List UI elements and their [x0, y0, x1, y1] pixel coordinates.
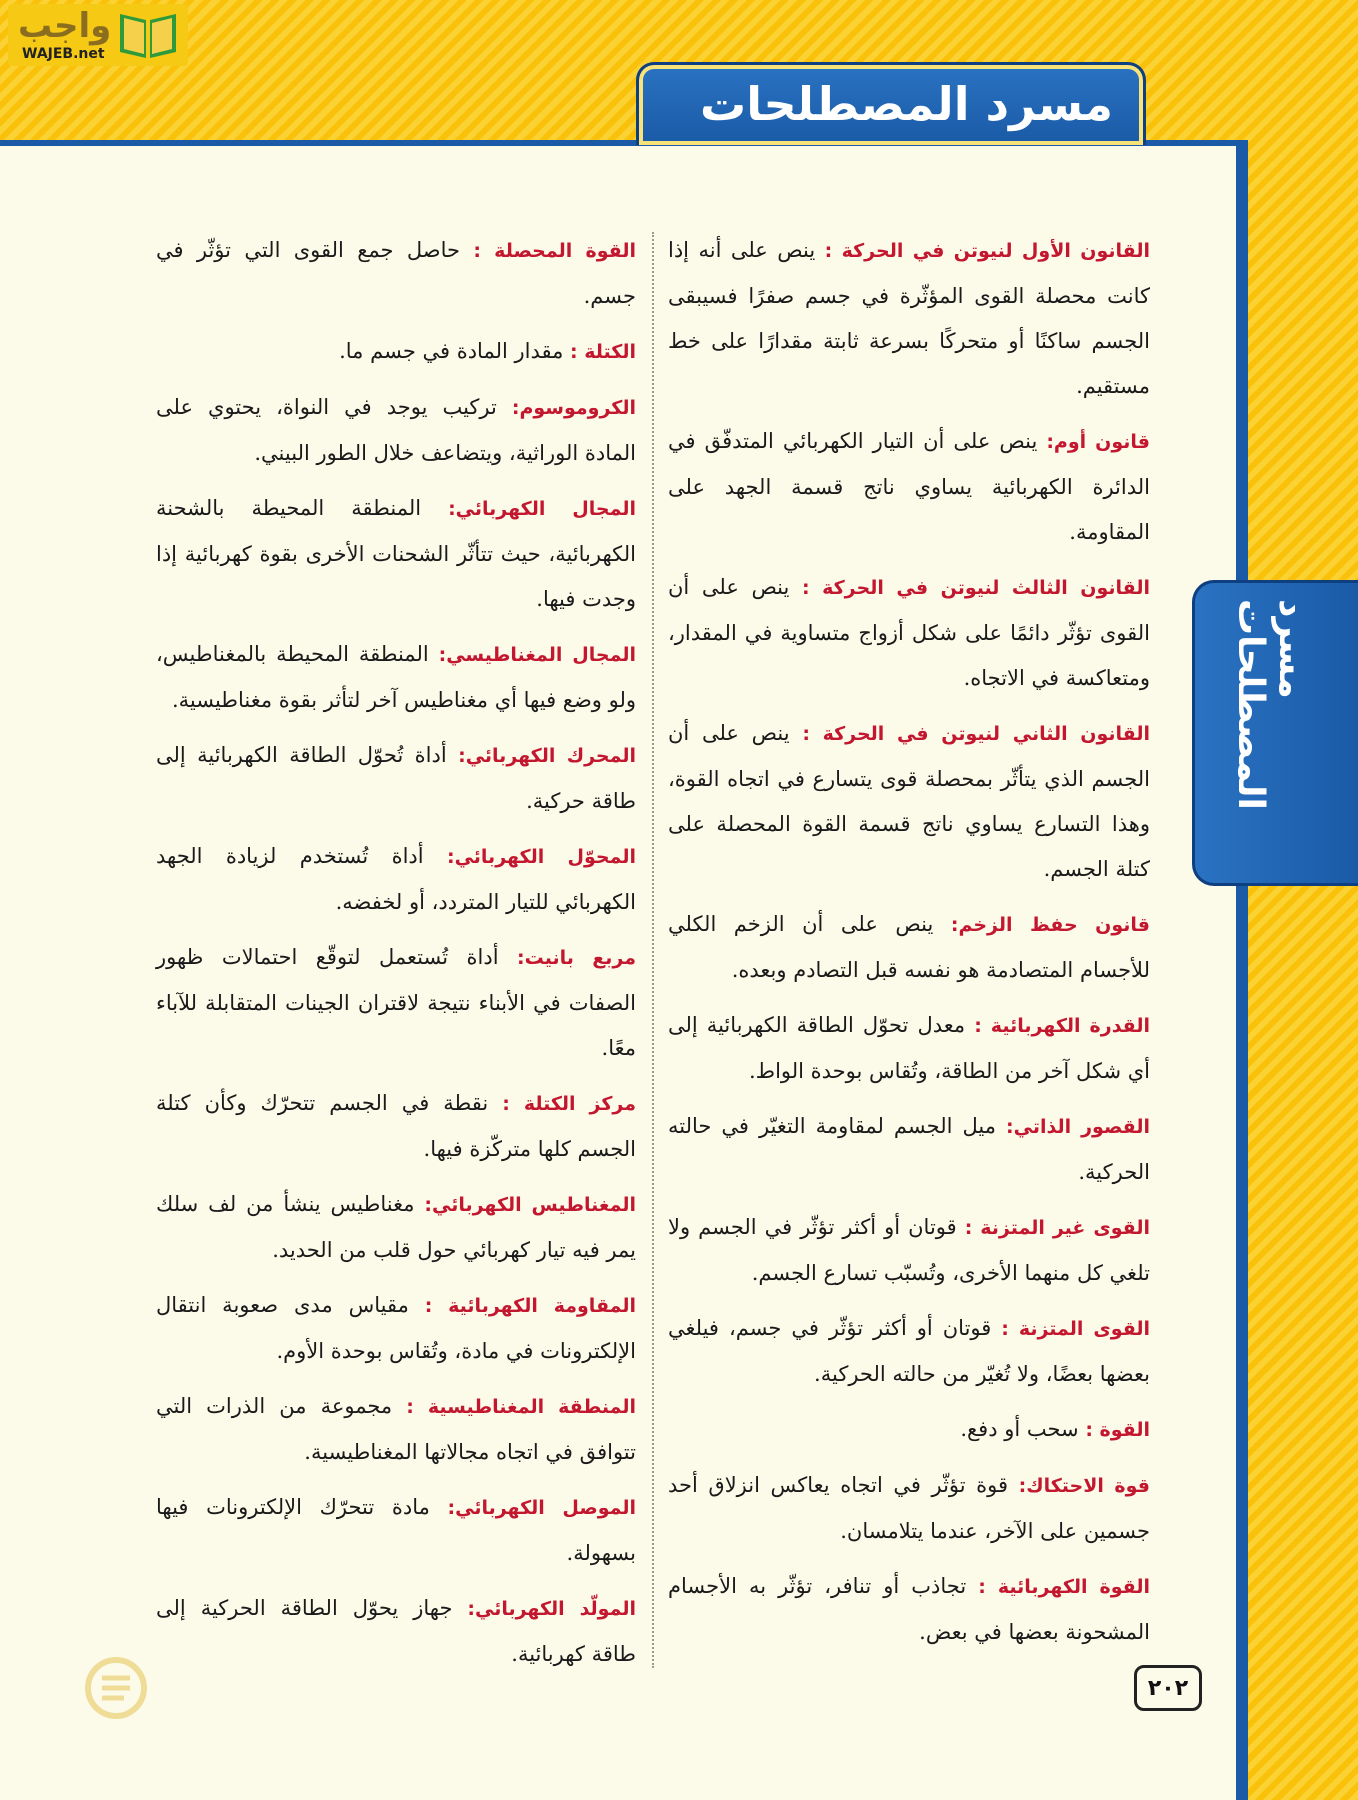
glossary-entry	[668, 419, 1150, 555]
glossary-entry	[156, 1283, 636, 1374]
logo-latin-text: WAJEB.net	[22, 46, 105, 62]
glossary-entry	[156, 834, 636, 925]
glossary-definition: نقطة في الجسم تتحرّك وكأن كتلة الجسم كلها متركّزة فيها.	[156, 1091, 636, 1161]
glossary-entry	[156, 733, 636, 824]
glossary-term: المقاومة الكهربائية :	[424, 1295, 636, 1317]
side-tab[interactable]	[1192, 580, 1358, 886]
glossary-definition: معدل تحوّل الطاقة الكهربائية إلى أي شكل آخر من الطاقة، وتُقاس بوحدة الواط.	[668, 1013, 1150, 1083]
glossary-entry	[156, 632, 636, 723]
column-divider	[652, 232, 654, 1668]
glossary-entry	[156, 1384, 636, 1475]
glossary-entry	[668, 1003, 1150, 1094]
glossary-column-left	[156, 228, 636, 1687]
glossary-definition: تركيب يوجد في النواة، يحتوي على المادة الوراثية، ويتضاعف خلال الطور البيني.	[156, 395, 636, 465]
glossary-entry	[156, 329, 636, 375]
glossary-definition: مغناطيس ينشأ من لف سلك يمر فيه تيار كهربائي حول قلب من الحديد.	[156, 1192, 636, 1262]
glossary-term: قوة الاحتكاك:	[1018, 1475, 1150, 1497]
glossary-entry	[156, 1586, 636, 1677]
glossary-definition: حاصل جمع القوى التي تؤثّر في جسم.	[156, 238, 636, 308]
glossary-definition: ينص على أنه إذا كانت محصلة القوى المؤثّرة في جسم صفرًا فسيبقى الجسم ساكنًا أو متحركًا بسرعة ثابتة مقدارًا على خط مستقيم.	[668, 238, 1150, 398]
glossary-term: القدرة الكهربائية :	[974, 1015, 1150, 1037]
glossary-entry	[156, 1081, 636, 1172]
glossary-term: المجال المغناطيسي:	[438, 644, 636, 666]
glossary-definition: تجاذب أو تنافر، تؤثّر به الأجسام المشحونة بعضها في بعض.	[668, 1574, 1150, 1644]
glossary-definition: مقياس مدى صعوبة انتقال الإلكترونات في مادة، وتُقاس بوحدة الأوم.	[156, 1293, 636, 1363]
glossary-term: قانون أوم:	[1046, 431, 1150, 453]
glossary-definition: ميل الجسم لمقاومة التغيّر في حالته الحركية.	[668, 1114, 1150, 1184]
glossary-term: المغناطيس الكهربائي:	[424, 1194, 637, 1216]
glossary-entry	[668, 1104, 1150, 1195]
glossary-definition: جهاز يحوّل الطاقة الحركية إلى طاقة كهربائية.	[156, 1596, 636, 1666]
glossary-definition: ينص على أن القوى تؤثّر دائمًا على شكل أزواج متساوية في المقدار، ومتعاكسة في الاتجاه.	[668, 575, 1150, 690]
glossary-term: القوى المتزنة :	[1001, 1318, 1151, 1340]
glossary-term: قانون حفظ الزخم:	[950, 914, 1150, 936]
glossary-entry	[668, 1564, 1150, 1655]
page-number: ٢٠٢	[1134, 1665, 1202, 1711]
glossary-definition: مقدار المادة في جسم ما.	[339, 339, 571, 363]
glossary-entry	[668, 565, 1150, 701]
glossary-entry	[668, 1463, 1150, 1554]
glossary-term: القوة المحصلة :	[473, 240, 636, 262]
glossary-definition: ينص على أن التيار الكهربائي المتدفّق في الدائرة الكهربائية يساوي ناتج قسمة الجهد على المقاومة.	[668, 429, 1150, 544]
glossary-definition: قوتان أو أكثر تؤثّر في الجسم ولا تلغي كل منهما الأخرى، وتُسبّب تسارع الجسم.	[668, 1215, 1150, 1285]
glossary-definition: سحب أو دفع.	[960, 1417, 1086, 1441]
glossary-definition: مادة تتحرّك الإلكترونات فيها بسهولة.	[156, 1495, 636, 1565]
glossary-column-right	[668, 228, 1150, 1665]
glossary-entry	[156, 486, 636, 622]
glossary-term: القوة :	[1085, 1419, 1150, 1441]
glossary-term: المنطقة المغناطيسية :	[406, 1396, 637, 1418]
glossary-term: القوى غير المتزنة :	[964, 1217, 1150, 1239]
glossary-definition: المنطقة المحيطة بالشحنة الكهربائية، حيث تتأثّر الشحنات الأخرى بقوة كهربائية إذا وجدت فيها.	[156, 496, 636, 611]
glossary-entry	[156, 935, 636, 1071]
glossary-term: الكتلة :	[570, 341, 636, 363]
glossary-entry	[668, 1407, 1150, 1453]
publisher-mark-icon	[80, 1640, 152, 1730]
glossary-definition: أداة تُستعمل لتوقّع احتمالات ظهور الصفات في الأبناء نتيجة لاقتران الجينات المتقابلة للآباء معًا.	[156, 945, 636, 1060]
page-title: مسرد المصطلحات	[700, 77, 1113, 131]
glossary-definition: ينص على أن الجسم الذي يتأثّر بمحصلة قوى يتسارع في اتجاه القوة، وهذا التسارع يساوي ناتج قسمة القوة المحصلة على كتلة الجسم.	[668, 721, 1150, 881]
glossary-term: المولّد الكهربائي:	[467, 1598, 636, 1620]
side-tab-label: مسرد المصطلحات	[1230, 599, 1312, 810]
glossary-term: المجال الكهربائي:	[448, 498, 636, 520]
wajeb-logo[interactable]	[8, 4, 188, 66]
logo-arabic-text: واجب	[18, 6, 112, 46]
glossary-definition: قوتان أو أكثر تؤثّر في جسم، فيلغي بعضها بعضًا، ولا تُغيّر من حالته الحركية.	[668, 1316, 1150, 1386]
glossary-entry	[668, 1306, 1150, 1397]
glossary-term: الموصل الكهربائي:	[447, 1497, 636, 1519]
glossary-definition: أداة تُستخدم لزيادة الجهد الكهربائي للتيار المتردد، أو لخفضه.	[156, 844, 636, 914]
glossary-term: القوة الكهربائية :	[978, 1576, 1150, 1598]
glossary-term: المحوّل الكهربائي:	[446, 846, 637, 868]
glossary-entry	[668, 1205, 1150, 1296]
glossary-term: مربع بانيت:	[517, 947, 636, 969]
glossary-entry	[156, 1485, 636, 1576]
glossary-definition: المنطقة المحيطة بالمغناطيس، ولو وضع فيها أي مغناطيس آخر لتأثر بقوة مغناطيسية.	[156, 642, 636, 712]
glossary-term: المحرك الكهربائي:	[458, 745, 637, 767]
glossary-term: الكروموسوم:	[511, 397, 636, 419]
glossary-entry	[668, 228, 1150, 409]
glossary-entry	[668, 711, 1150, 892]
book-icon	[116, 8, 180, 62]
glossary-entry	[156, 228, 636, 319]
glossary-term: القانون الثالث لنيوتن في الحركة :	[801, 577, 1150, 599]
glossary-definition: مجموعة من الذرات التي تتوافق في اتجاه مجالاتها المغناطيسية.	[156, 1394, 636, 1464]
glossary-term: القصور الذاتي:	[1006, 1116, 1150, 1138]
glossary-term: القانون الثاني لنيوتن في الحركة :	[802, 723, 1150, 745]
glossary-definition: أداة تُحوّل الطاقة الكهربائية إلى طاقة حركية.	[156, 743, 636, 813]
glossary-entry	[156, 1182, 636, 1273]
glossary-entry	[156, 385, 636, 476]
glossary-term: مركز الكتلة :	[502, 1093, 636, 1115]
glossary-definition: ينص على أن الزخم الكلي للأجسام المتصادمة هو نفسه قبل التصادم وبعده.	[668, 912, 1150, 982]
glossary-entry	[668, 902, 1150, 993]
glossary-term: القانون الأول لنيوتن في الحركة :	[824, 240, 1150, 262]
glossary-definition: قوة تؤثّر في اتجاه يعاكس انزلاق أحد جسمين على الآخر، عندما يتلامسان.	[668, 1473, 1150, 1543]
header-tab	[636, 62, 1146, 145]
